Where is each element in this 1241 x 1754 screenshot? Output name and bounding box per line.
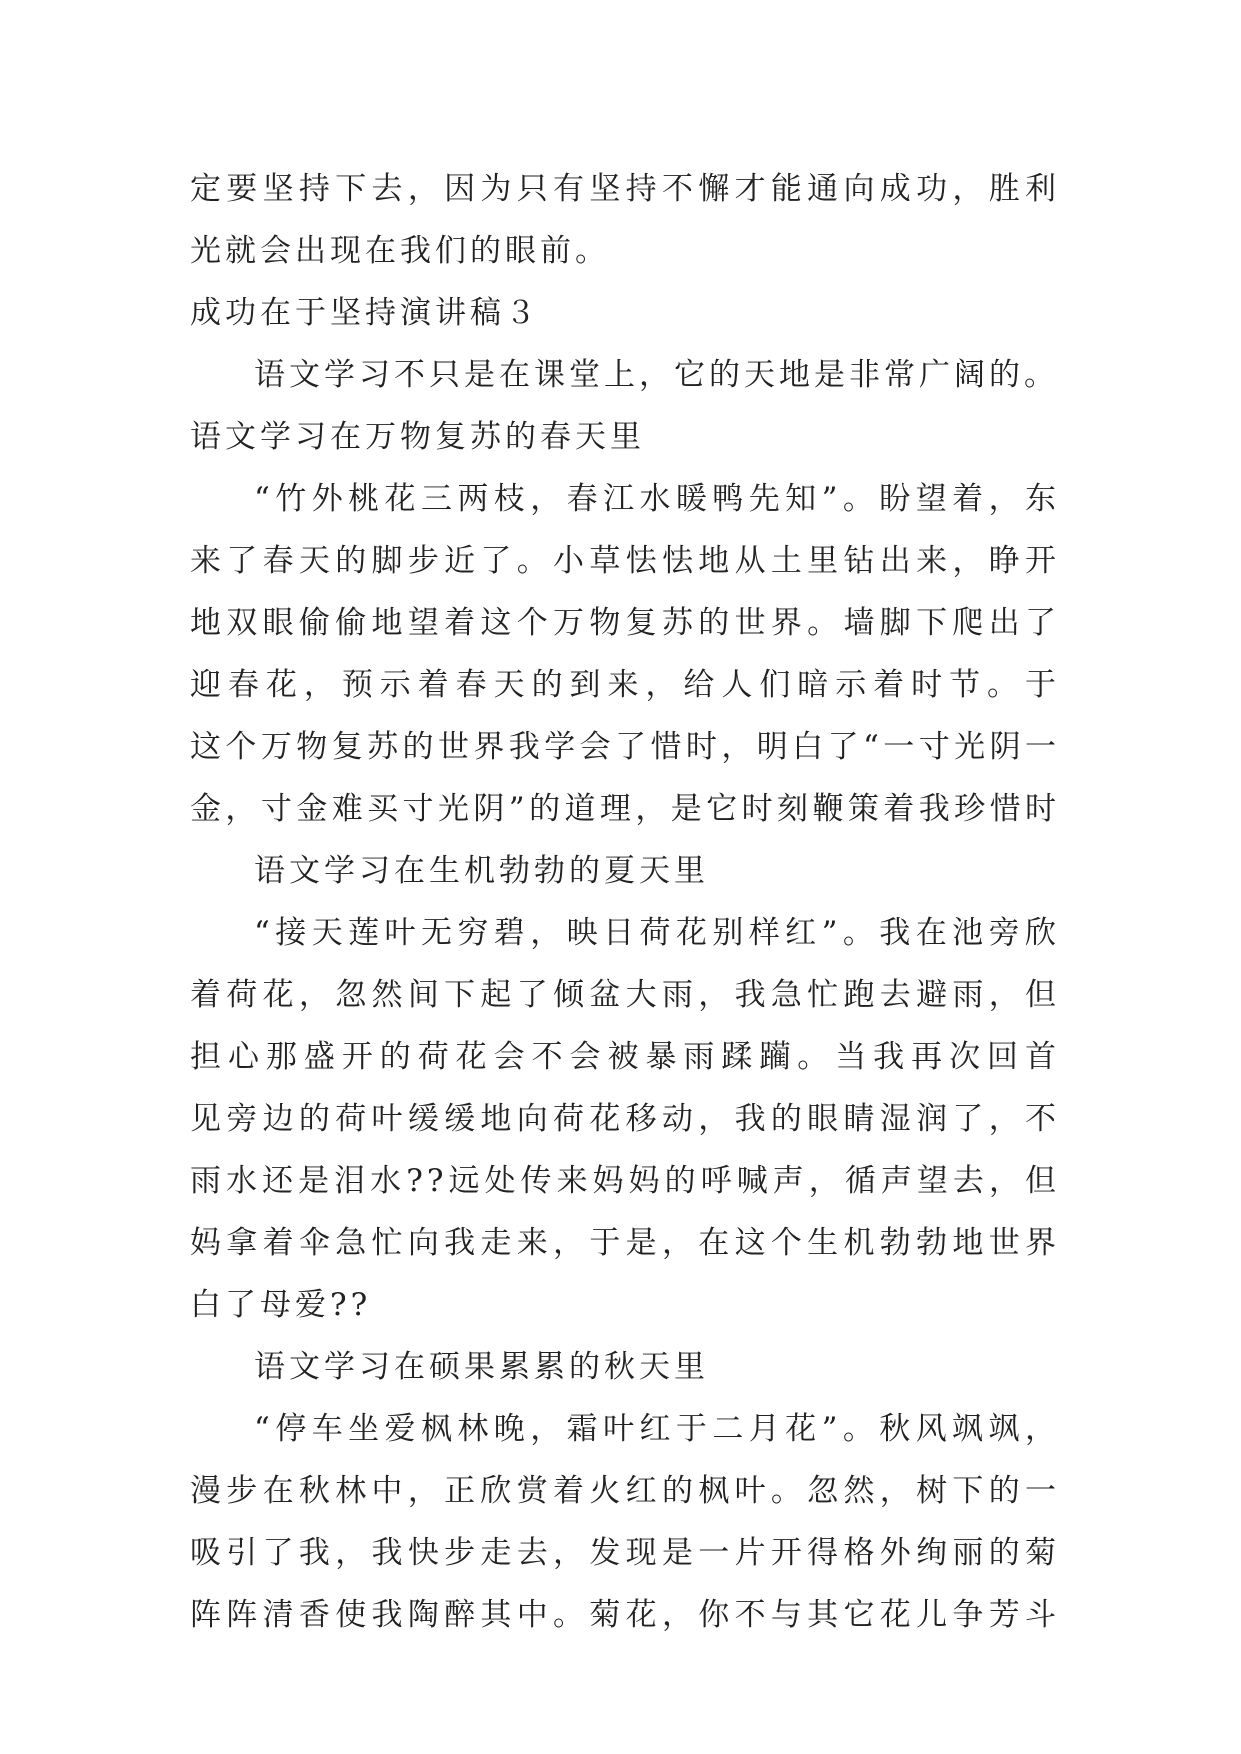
subheading-spring: 语文学习在万物复苏的春天里 [190,419,645,455]
paragraph-line: 漫步在秋林中，正欣赏着火红的枫叶。忽然，树下的一 [190,1473,1060,1509]
paragraph-line: 着荷花，忽然间下起了倾盆大雨，我急忙跑去避雨，但 [190,977,1060,1013]
paragraph-line: 地双眼偷偷地望着这个万物复苏的世界。墙脚下爬出了 [190,605,1060,641]
subheading-autumn: 语文学习在硕果累累的秋天里 [254,1349,709,1385]
paragraph-line: 担心那盛开的荷花会不会被暴雨蹂躏。当我再次回首 [190,1039,1060,1075]
paragraph-line: “接天莲叶无穷碧，映日荷花别样红”。我在池旁欣 [254,915,1060,951]
paragraph-line: 见旁边的荷叶缓缓地向荷花移动，我的眼睛湿润了，不 [190,1101,1060,1137]
paragraph-line: 来了春天的脚步近了。小草怯怯地从土里钻出来，睁开 [190,543,1060,579]
paragraph-line: 定要坚持下去，因为只有坚持不懈才能通向成功，胜利 [190,171,1060,207]
paragraph-line: “停车坐爱枫林晚，霜叶红于二月花”。秋风飒飒， [254,1411,1060,1447]
paragraph-line: 语文学习不只是在课堂上，它的天地是非常广阔的。 [254,357,1059,393]
paragraph-line: 雨水还是泪水??远处传来妈妈的呼喊声，循声望去，但 [190,1163,1060,1199]
subheading-summer: 语文学习在生机勃勃的夏天里 [254,853,709,889]
paragraph-line: 迎春花，预示着春天的到来，给人们暗示着时节。于 [190,667,1060,703]
section-heading: 成功在于坚持演讲稿３ [190,295,540,331]
paragraph-line: 白了母爱?? [190,1287,372,1323]
paragraph-line: 光就会出现在我们的眼前。 [190,233,610,269]
paragraph-line: 吸引了我，我快步走去，发现是一片开得格外绚丽的菊 [190,1535,1060,1571]
paragraph-line: “竹外桃花三两枝，春江水暖鸭先知”。盼望着，东 [254,481,1060,517]
paragraph-line: 这个万物复苏的世界我学会了惜时，明白了“一寸光阴一 [190,729,1060,765]
paragraph-line: 金，寸金难买寸光阴”的道理，是它时刻鞭策着我珍惜时 [190,791,1060,827]
paragraph-line: 阵阵清香使我陶醉其中。菊花，你不与其它花儿争芳斗 [190,1597,1060,1633]
paragraph-line: 妈拿着伞急忙向我走来，于是，在这个生机勃勃地世界 [190,1225,1060,1261]
document-body [190,158,1060,1646]
